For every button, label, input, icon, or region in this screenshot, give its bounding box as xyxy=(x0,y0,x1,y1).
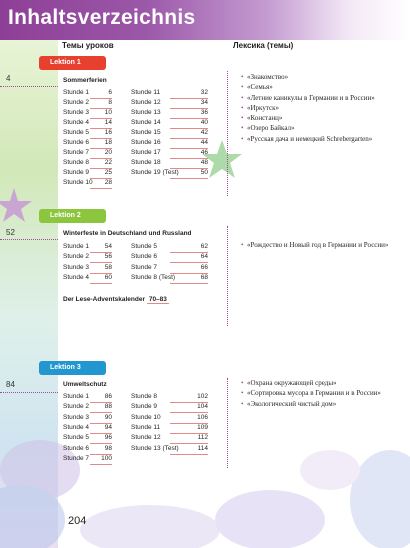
lektion-1-vocabulary xyxy=(241,72,394,144)
lesson-label: Stunde 6 xyxy=(63,139,90,146)
lese-adventskalender-row xyxy=(63,296,169,303)
lesson-page: 104 xyxy=(170,402,208,413)
lesson-row xyxy=(63,148,112,158)
page-marker-dots xyxy=(0,392,58,393)
lektion-1-badge: Lektion 1 xyxy=(39,56,106,70)
lektion-3-page-number: 84 xyxy=(6,380,15,389)
lesson-row xyxy=(131,128,208,138)
lesson-page: 25 xyxy=(90,168,112,179)
lesson-label: Stunde 4 xyxy=(63,423,90,431)
lesson-row xyxy=(131,168,208,178)
lesson-label: Stunde 5 xyxy=(131,243,158,250)
lesson-label: Stunde 5 xyxy=(63,129,90,136)
lesson-row xyxy=(131,273,208,283)
lesson-label: Stunde 9 xyxy=(63,169,90,176)
lesson-page: 14 xyxy=(90,118,112,129)
lesson-label: Stunde 2 xyxy=(63,403,90,411)
vocabulary-item: • «Экологический чистый дом» xyxy=(241,399,394,409)
bottom-splash-decoration xyxy=(0,440,410,548)
lesson-page: 16 xyxy=(90,128,112,139)
lesson-row xyxy=(63,168,112,178)
column-header-vocabulary: Лексика (темы) xyxy=(233,41,294,50)
lesson-row xyxy=(63,392,112,402)
lesson-page: 44 xyxy=(170,138,208,149)
lesson-row xyxy=(63,88,112,98)
lesson-row xyxy=(131,138,208,148)
lesson-page: 20 xyxy=(90,148,112,159)
lesson-row xyxy=(63,402,112,412)
lektion-2-badge: Lektion 2 xyxy=(39,209,106,223)
vocabulary-item: • «Русская дача и немецкий Schrebergarten» xyxy=(241,134,394,144)
lesson-page: 106 xyxy=(170,413,208,424)
lesson-label: Stunde 6 xyxy=(131,253,158,261)
lesson-label: Stunde 2 xyxy=(63,99,90,106)
lesson-row xyxy=(63,158,112,168)
lesson-row xyxy=(63,178,112,188)
lesson-page: 114 xyxy=(170,444,208,455)
column-header-lessons: Темы уроков xyxy=(62,41,114,50)
lesson-label: Stunde 5 xyxy=(63,434,90,442)
lesson-label: Stunde 3 xyxy=(63,109,90,116)
lesson-row xyxy=(131,263,208,273)
lesson-page: 50 xyxy=(170,168,208,179)
lesson-page: 18 xyxy=(90,138,112,149)
lesson-row xyxy=(131,392,208,402)
lesson-label: Stunde 13 xyxy=(131,109,161,116)
lesson-label: Stunde 15 xyxy=(131,129,161,136)
lesson-row xyxy=(63,444,112,454)
lesson-page: 62 xyxy=(170,242,208,253)
lesson-label: Stunde 12 xyxy=(131,434,161,442)
page-title: Inhaltsverzeichnis xyxy=(8,6,196,29)
lesson-label: Stunde 3 xyxy=(63,263,90,271)
lesson-row xyxy=(63,128,112,138)
lesson-page: 60 xyxy=(90,273,112,284)
starfish-icon xyxy=(0,188,32,222)
starfish-icon xyxy=(202,140,242,178)
lesson-row xyxy=(131,433,208,443)
page-marker-dots xyxy=(0,86,58,87)
lesson-row xyxy=(63,454,112,464)
lesson-label: Stunde 8 xyxy=(63,159,90,166)
lesson-label: Stunde 12 xyxy=(131,99,161,106)
lesson-page: 48 xyxy=(170,158,208,169)
lesson-label: Stunde 1 xyxy=(63,89,90,96)
lesson-row xyxy=(63,273,112,283)
lesson-label: Stunde 16 xyxy=(131,139,161,146)
lektion-1-page-number: 4 xyxy=(6,74,11,83)
lesson-row xyxy=(131,242,208,252)
lesson-label: Stunde 7 xyxy=(63,454,90,462)
lesson-row xyxy=(63,98,112,108)
lesson-page: 56 xyxy=(90,252,112,263)
vocabulary-item: • «Летние каникулы в Германии и в России» xyxy=(241,93,394,103)
lektion-3-badge: Lektion 3 xyxy=(39,361,106,375)
lesson-label: Stunde 3 xyxy=(63,413,90,421)
lektion-2-page-number: 52 xyxy=(6,228,15,237)
lesson-page: 68 xyxy=(170,273,208,284)
lesson-row xyxy=(63,118,112,128)
lesson-row xyxy=(131,158,208,168)
lesson-page: 66 xyxy=(170,263,208,274)
vocabulary-item: • «Констанц» xyxy=(241,113,394,123)
lesson-page: 86 xyxy=(90,392,112,403)
lesson-label: Stunde 10 xyxy=(131,413,161,421)
lesson-label: Stunde 2 xyxy=(63,253,90,261)
lesson-label: Stunde 8 xyxy=(131,393,158,400)
lesson-page: 54 xyxy=(90,242,112,253)
lesson-page: 34 xyxy=(170,98,208,109)
lesson-row xyxy=(131,98,208,108)
page-marker-dots xyxy=(0,239,58,240)
lesson-label: Stunde 4 xyxy=(63,119,90,126)
lesson-label: Stunde 10 xyxy=(63,179,93,186)
vocabulary-item: • «Озеро Байкал» xyxy=(241,123,394,133)
adventskalender-pages: 70–83 xyxy=(148,296,167,303)
lesson-page: 64 xyxy=(170,252,208,263)
lesson-row xyxy=(63,252,112,262)
lesson-row xyxy=(63,433,112,443)
lesson-page: 96 xyxy=(90,433,112,444)
lesson-label: Stunde 1 xyxy=(63,393,90,400)
lesson-page: 32 xyxy=(170,88,208,99)
lektion-3-topic: Umweltschutz xyxy=(63,381,107,388)
vocabulary-item: • «Знакомство» xyxy=(241,72,394,82)
lesson-row xyxy=(131,444,208,454)
lesson-row xyxy=(63,413,112,423)
lesson-page: 58 xyxy=(90,263,112,274)
lesson-page: 22 xyxy=(90,158,112,169)
lesson-label: Stunde 9 xyxy=(131,403,158,411)
vocabulary-item: • «Сортировка мусора в Германии и в России» xyxy=(241,388,394,398)
lesson-row xyxy=(131,88,208,98)
lesson-label: Stunde 14 xyxy=(131,119,161,126)
lesson-page: 40 xyxy=(170,118,208,129)
lesson-label: Stunde 7 xyxy=(131,263,158,271)
lesson-label: Stunde 7 xyxy=(63,149,90,156)
lektion-3-vocabulary xyxy=(241,378,394,409)
lesson-row xyxy=(131,108,208,118)
lesson-label: Stunde 13 (Test) xyxy=(131,444,179,452)
vocabulary-item: • «Рождество и Новый год в Германии и России» xyxy=(241,240,394,250)
lesson-row xyxy=(63,423,112,433)
lesson-page: 10 xyxy=(90,108,112,119)
lesson-label: Stunde 19 (Test) xyxy=(131,169,179,176)
lesson-page: 6 xyxy=(90,88,112,99)
lesson-label: Stunde 8 (Test) xyxy=(131,273,176,281)
lesson-row xyxy=(63,263,112,273)
lektion-2-topic: Winterfeste in Deutschland und Russland xyxy=(63,230,192,237)
lesson-page: 90 xyxy=(90,413,112,424)
lesson-page: 42 xyxy=(170,128,208,139)
lektion-2-vocabulary xyxy=(241,240,394,250)
page-number: 204 xyxy=(68,515,87,527)
column-divider xyxy=(227,226,228,326)
lektion-1-topic: Sommerferien xyxy=(63,77,107,84)
vocabulary-item: • «Иркутск» xyxy=(241,103,394,113)
column-divider xyxy=(227,71,228,196)
vocabulary-item: • «Охрана окружающей среды» xyxy=(241,378,394,388)
lesson-label: Stunde 6 xyxy=(63,444,90,452)
lesson-page: 46 xyxy=(170,148,208,159)
lesson-row xyxy=(131,148,208,158)
column-divider xyxy=(227,378,228,468)
lesson-row xyxy=(131,413,208,423)
lesson-label: Stunde 11 xyxy=(131,89,161,96)
lesson-label: Stunde 1 xyxy=(63,243,90,250)
lesson-row xyxy=(63,138,112,148)
lesson-page: 112 xyxy=(170,433,208,444)
adventskalender-label: Der Lese-Adventskalender xyxy=(63,296,146,303)
lesson-page: 88 xyxy=(90,402,112,413)
lesson-row xyxy=(131,402,208,412)
lesson-label: Stunde 18 xyxy=(131,159,161,166)
lesson-row xyxy=(131,118,208,128)
lesson-page: 100 xyxy=(90,454,112,465)
lesson-page: 102 xyxy=(170,392,208,403)
lesson-page: 109 xyxy=(170,423,208,434)
lesson-label: Stunde 11 xyxy=(131,423,161,431)
lesson-page: 36 xyxy=(170,108,208,119)
lesson-page: 94 xyxy=(90,423,112,434)
lesson-row xyxy=(131,423,208,433)
vocabulary-item: • «Семья» xyxy=(241,82,394,92)
lesson-label: Stunde 17 xyxy=(131,149,161,156)
lesson-page: 98 xyxy=(90,444,112,455)
lesson-row xyxy=(63,108,112,118)
lesson-label: Stunde 4 xyxy=(63,273,90,281)
lesson-row xyxy=(63,242,112,252)
lesson-page: 8 xyxy=(90,98,112,109)
lesson-page: 28 xyxy=(90,178,112,189)
lesson-row xyxy=(131,252,208,262)
